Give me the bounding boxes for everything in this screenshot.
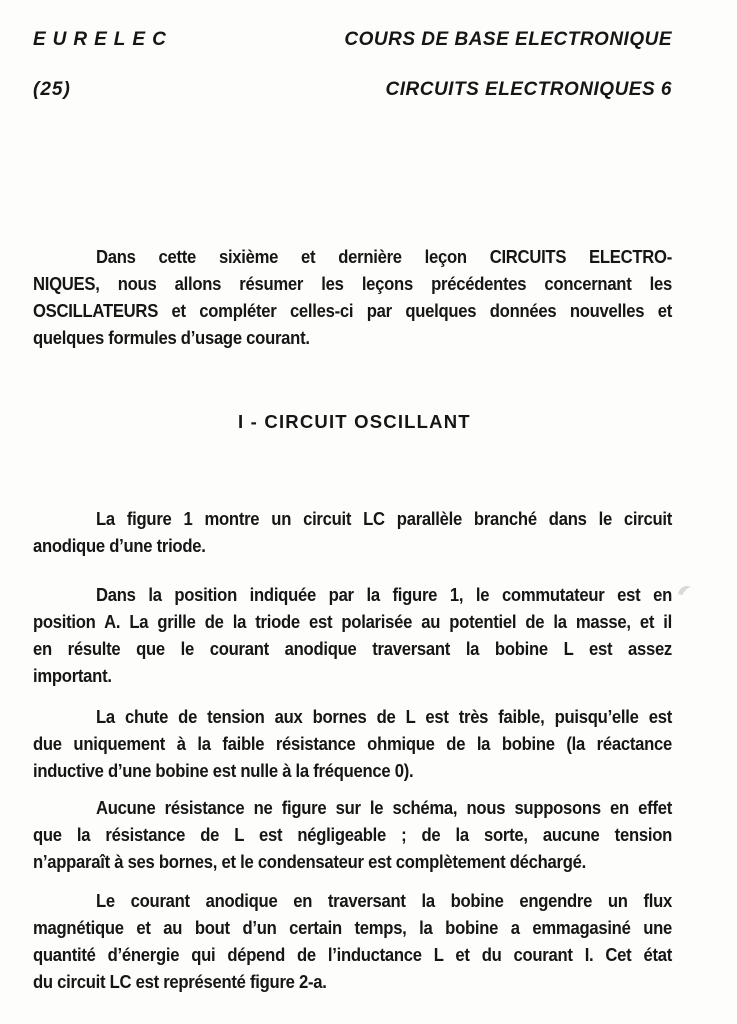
text-line: en résulte que le courant anodique traversant la bobine L est assez — [33, 638, 672, 659]
lesson-title: CIRCUITS ELECTRONIQUES 6 — [385, 79, 672, 100]
header-row-2 — [33, 76, 672, 103]
text-line: que la résistance de L est négligeable ; de la sorte, aucune tension — [33, 824, 672, 845]
text-line: magnétique et au bout d’un certain temps, la bobine a emmagasiné une — [33, 917, 672, 938]
text-line: quelques formules d’usage courant. — [33, 327, 310, 348]
text-line: Aucune résistance ne figure sur le schéma, nous supposons en effet — [96, 797, 672, 818]
text-line: La chute de tension aux bornes de L est très faible, puisqu’elle est — [96, 706, 672, 727]
text-line: OSCILLATEURS et compléter celles-ci par quelques données nouvelles et — [33, 300, 672, 321]
text-line: n’apparaît à ses bornes, et le condensateur est complètement déchargé. — [33, 851, 586, 872]
section-heading: I - CIRCUIT OSCILLANT — [238, 411, 471, 432]
page-header — [33, 26, 737, 103]
publisher-name: EURELEC — [33, 29, 173, 50]
text-line: important. — [33, 665, 112, 686]
intro-paragraph — [33, 243, 672, 351]
text-line: Dans la position indiquée par la figure 1, le commutateur est en — [96, 584, 672, 605]
text-line: La figure 1 montre un circuit LC parallèle branché dans le circuit — [96, 508, 672, 529]
paragraph — [33, 581, 672, 689]
text-line: Dans cette sixième et dernière leçon CIRCUITS ELECTRO- — [96, 246, 672, 267]
text-line: due uniquement à la faible résistance ohmique de la bobine (la réactance — [33, 733, 672, 754]
page-number: (25) — [33, 79, 71, 100]
header-row-1 — [33, 26, 672, 53]
text-line: du circuit LC est représenté figure 2-a. — [33, 971, 327, 992]
scan-smudge-artifact — [676, 583, 694, 597]
text-line: Le courant anodique en traversant la bobine engendre un flux — [96, 890, 672, 911]
text-line: position A. La grille de la triode est polarisée au potentiel de la masse, et il — [33, 611, 672, 632]
course-title: COURS DE BASE ELECTRONIQUE — [344, 29, 672, 50]
text-line: anodique d’une triode. — [33, 535, 206, 556]
paragraph — [33, 794, 672, 875]
text-line: NIQUES, nous allons résumer les leçons précédentes concernant les — [33, 273, 672, 294]
text-line: quantité d’énergie qui dépend de l’inductance L et du courant I. Cet état — [33, 944, 672, 965]
paragraph — [33, 505, 672, 559]
text-line: inductive d’une bobine est nulle à la fréquence 0). — [33, 760, 414, 781]
paragraph — [33, 703, 672, 784]
paragraph — [33, 887, 672, 995]
